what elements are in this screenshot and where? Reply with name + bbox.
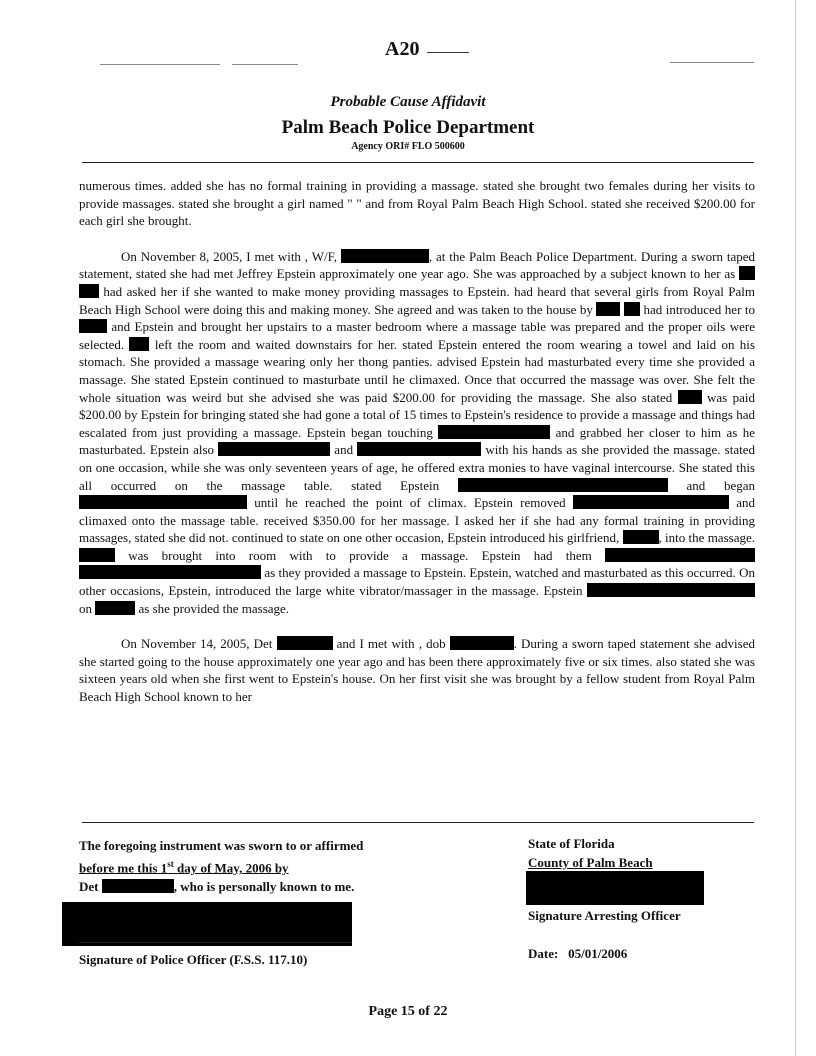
text-segment: and began (667, 477, 756, 493)
scan-artifact (232, 64, 298, 65)
redaction-box (624, 302, 640, 316)
signature-redaction-left (62, 902, 352, 946)
text-segment: had introduced her to (639, 301, 756, 317)
text-segment: had asked her if she wanted to make money providing massages to Epstein. had heard that several girls from Royal Palm Beach High School were doing this and making money. She agreed and was taken to the house by (79, 283, 755, 317)
text-segment: On November 14, 2005, Det (121, 636, 277, 652)
paragraph-1 (79, 177, 755, 230)
redaction-box (102, 879, 174, 893)
text-segment: and grabbed her closer to him as he masturbated. Epstein also (79, 424, 755, 458)
redaction-box (79, 548, 115, 562)
text-segment: was brought into room with to provide a massage. Epstein had them (115, 547, 605, 563)
text-segment: as they provided a massage to Epstein. Epstein, watched and masturbated as this occurred. On other occasions, Epstein, introduced the large white vibrator/massager in the massage. Epstein (79, 565, 755, 599)
sworn-statement (79, 836, 499, 896)
redaction-box (95, 601, 135, 615)
signature-line-left (79, 942, 351, 943)
sworn-line-2 (79, 855, 499, 877)
paragraph-2 (79, 248, 755, 617)
sworn-date-post: day of May, 2006 by (173, 860, 289, 876)
date-value: 05/01/2006 (568, 946, 628, 961)
scan-edge-line (795, 0, 796, 1056)
redaction-box (129, 337, 149, 351)
redaction-box (357, 442, 481, 456)
redaction-box (79, 319, 107, 333)
date-line (528, 944, 627, 963)
redaction-box (623, 530, 659, 544)
redaction-box (450, 636, 514, 650)
text-segment: until he reached the point of climax. Epstein removed (247, 495, 573, 511)
text-segment: and I met with , dob (332, 636, 450, 652)
det-label: Det (79, 879, 99, 895)
text-segment: left the room and waited downstairs for her. stated Epstein entered the room wearing a towel and laid on his stomach. She provided a massage wearing only her thong panties. advised Epstein had masturbated every time she provided a massage. She stated Epstein continued to masturbate until he climaxed. Once that occurred the massage was over. She felt the whole situation was weird but she advised she was paid $200.00 for providing the massage. She also stated (79, 336, 755, 405)
redaction-box (218, 442, 330, 456)
text-segment: . During a sworn taped statement she advised she started going to the house approximately one year ago and has been there approximately five or six times. also stated she was sixteen years old when she first went to Epstein's house. On her first visit she was brought by a fellow student from Royal Palm Beach High School known to her (79, 636, 755, 705)
sworn-date-pre: before me this 1 (79, 860, 168, 876)
department-name: Palm Beach Police Department (281, 117, 535, 138)
redaction-box (739, 266, 755, 280)
text-segment: with his hands as she provided the massage. stated on one occasion, while she was only seventeen years of age, he offered extra monies to have vaginal intercourse. She stated this all occurred on the massage table. stated Epstein (79, 442, 755, 493)
text-segment: , at the Palm Beach Police Department. During a sworn taped statement, stated she had met Jeffrey Epstein approximately one year ago. She was approached by a subject known to her as (79, 248, 756, 282)
redaction-box (79, 565, 261, 579)
document-title: Probable Cause Affidavit (330, 94, 486, 110)
text-segment: and (330, 442, 358, 458)
sworn-date-sup: st (167, 859, 174, 869)
code-underline (427, 52, 469, 53)
footer-rule (82, 822, 754, 823)
redaction-box (605, 548, 755, 562)
text-segment: , into the massage. (658, 530, 755, 546)
text-segment: was paid $200.00 by Epstein for bringing stated she had gone a total of 15 times to Epstein's residence to provide a massage and things had escalated from just providing a massage. Epstein began touching (79, 389, 755, 440)
scan-artifact (100, 64, 220, 65)
known-text: , who is personally known to me. (173, 879, 355, 895)
redaction-box (458, 478, 668, 492)
redaction-box (587, 583, 755, 597)
text-segment: On November 8, 2005, I met with , W/F, (121, 248, 341, 264)
scan-artifact (670, 62, 754, 63)
header-rule (82, 162, 754, 163)
signature-arresting-officer: Signature Arresting Officer (528, 908, 681, 923)
redaction-box (573, 495, 729, 509)
text-segment: and Epstein and brought her upstairs to a master bedroom where a massage table was prepared and the proper oils were selected. (79, 319, 755, 352)
redaction-box (438, 425, 550, 439)
document-code: A20 (385, 38, 420, 60)
redaction-box (79, 495, 247, 509)
signature-redaction-right (526, 871, 704, 905)
signature-police-officer: Signature of Police Officer (F.S.S. 117.10) (79, 952, 308, 967)
redaction-box (341, 249, 429, 263)
sworn-line-3 (79, 877, 499, 896)
sworn-line-1: The foregoing instrument was sworn to or affirmed (79, 838, 364, 853)
text-segment: and climaxed onto the massage table. received $350.00 for her massage. I asked her if she had any formal training in providing massages, stated she did not. continued to state on one other occasion, Epstein introduced his girlfriend, (79, 495, 755, 546)
text-segment: as she provided the massage. (135, 600, 290, 616)
page-number: Page 15 of 22 (368, 1004, 448, 1019)
text-segment: numerous times. added she has no formal training in providing a massage. stated she brought two females during her visits to provide massages. stated she brought a girl named " " and from Royal Palm Beach High School. stated she received $200.00 for each girl she brought. (79, 178, 755, 229)
text-segment: on (79, 600, 96, 616)
agency-ori: Agency ORI# FLO 500600 (351, 141, 465, 152)
redaction-box (596, 302, 620, 316)
redaction-box (277, 636, 333, 650)
state-label: State of Florida (528, 836, 615, 851)
county-label: County of Palm Beach (528, 855, 653, 870)
date-label: Date: (528, 946, 559, 961)
paragraph-3 (79, 635, 755, 705)
redaction-box (79, 284, 99, 298)
affidavit-body (79, 177, 755, 706)
redaction-box (678, 390, 702, 404)
